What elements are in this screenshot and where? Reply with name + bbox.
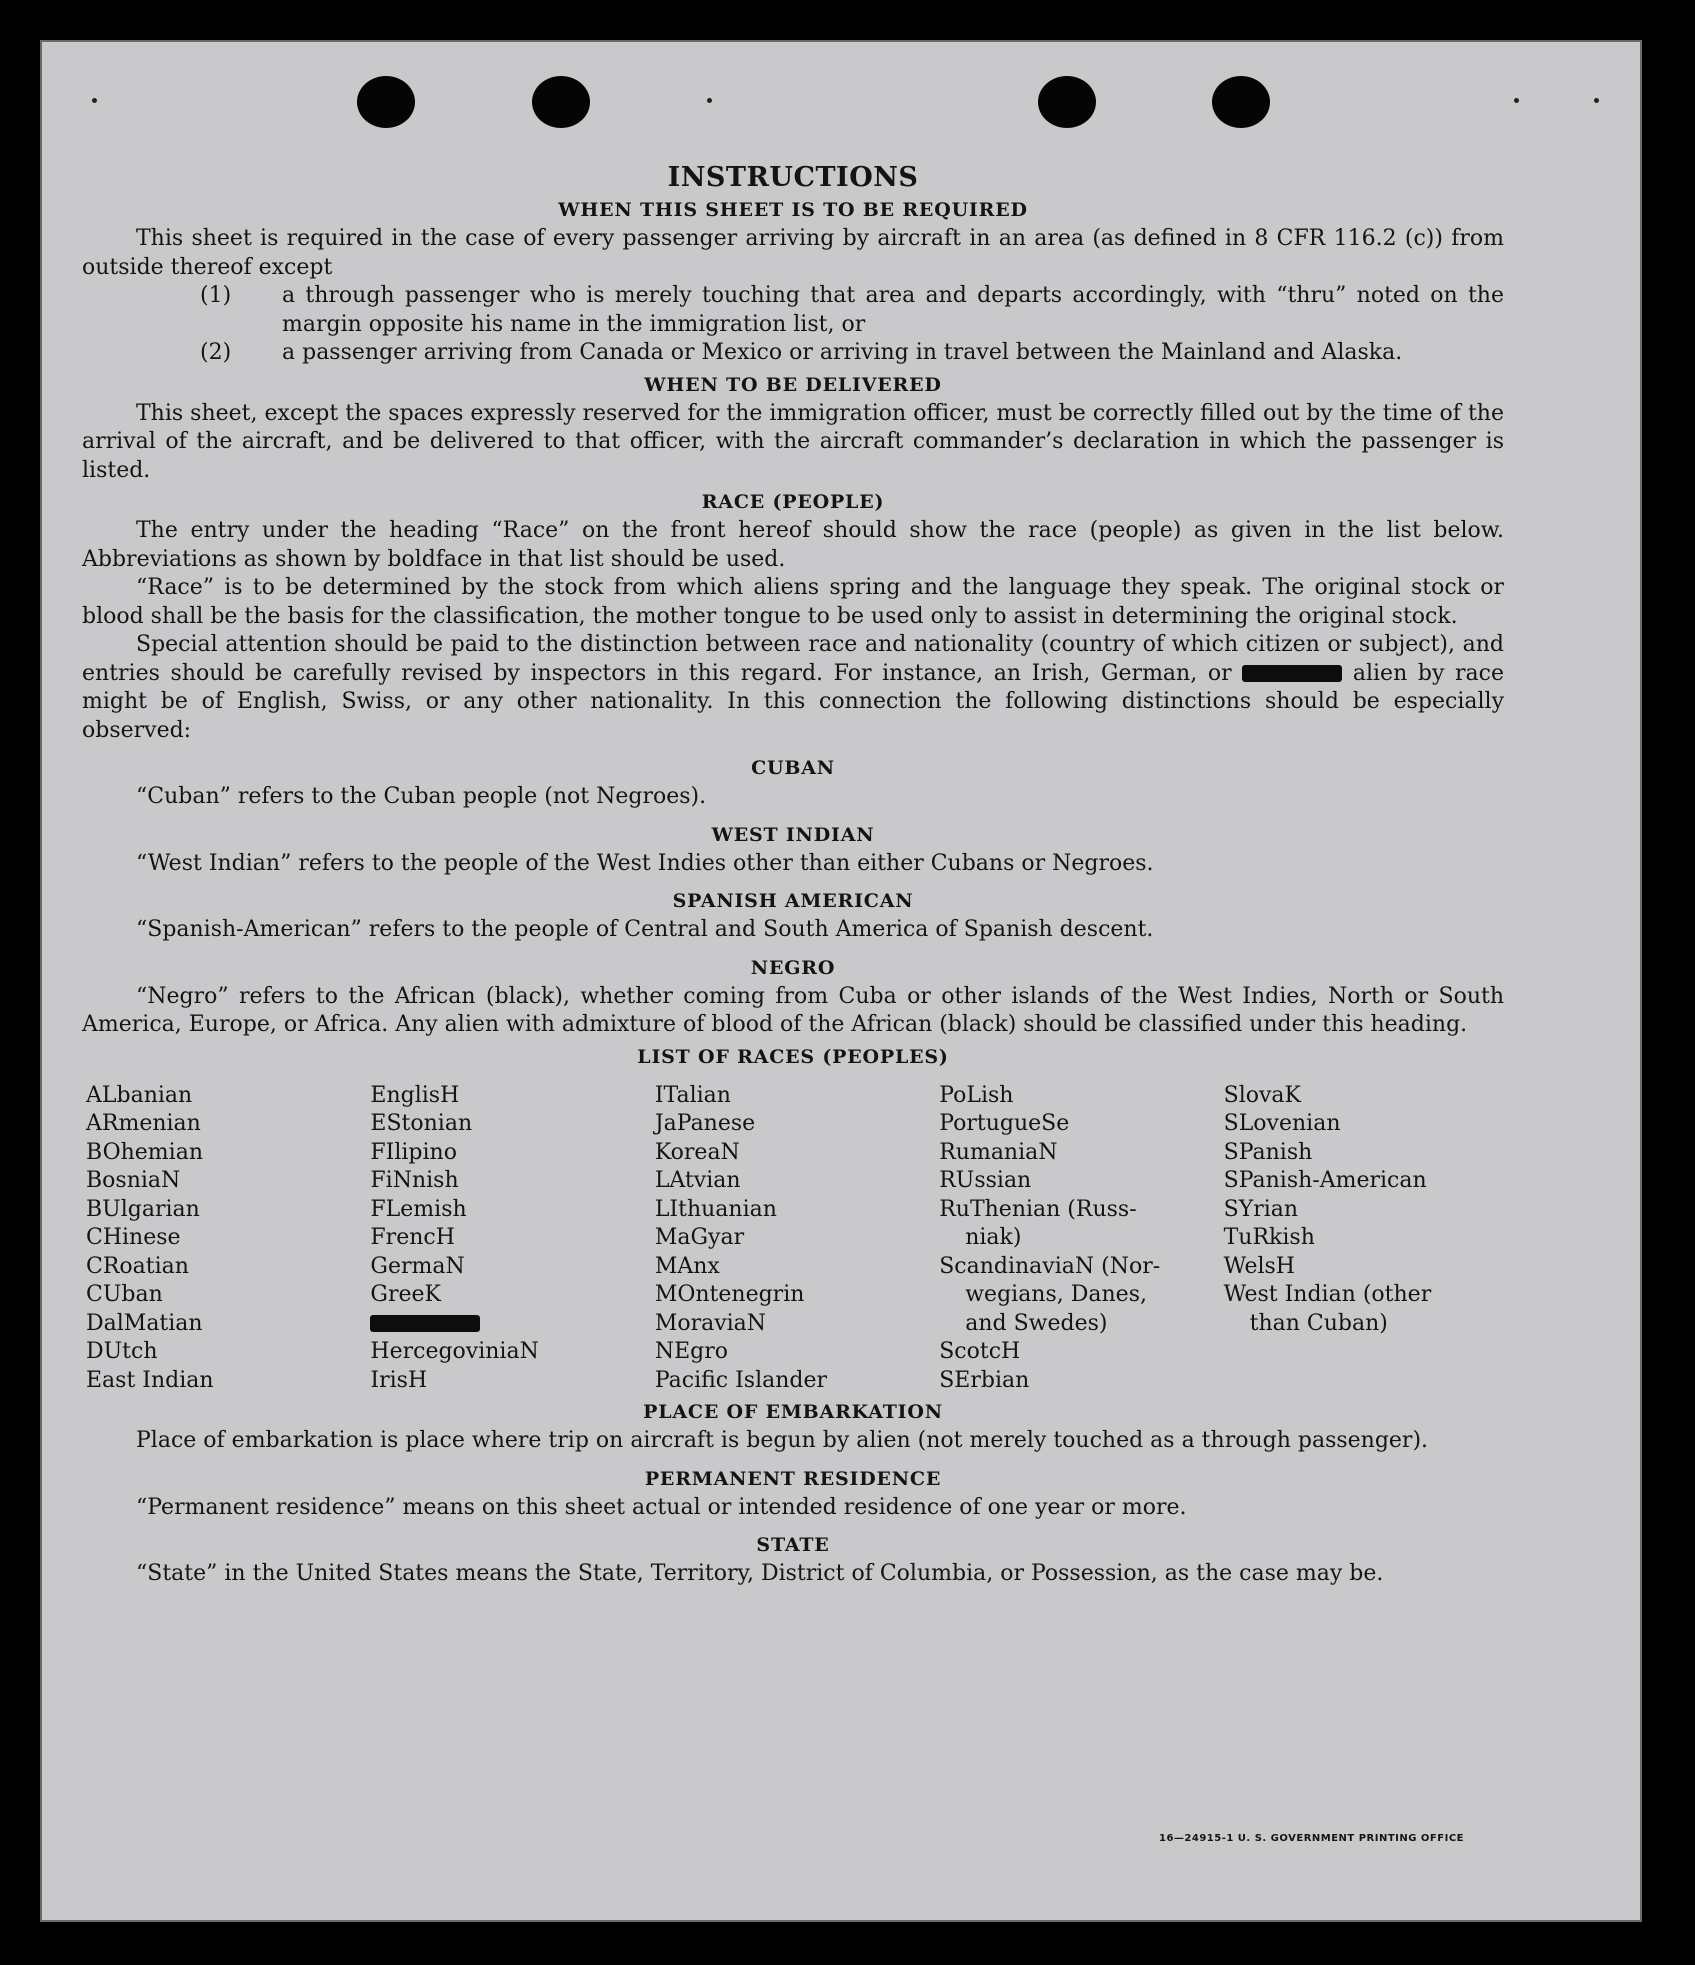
race-paragraph-3 bbox=[82, 631, 1504, 745]
paper-speck bbox=[707, 98, 712, 103]
race-entry: CHinese bbox=[86, 1225, 181, 1250]
when-required-intro: This sheet is required in the case of every passenger arriving by aircraft in an area (as defined in 8 CFR 116.2 (c)) from outside thereof except bbox=[82, 226, 1504, 280]
section-heading-state: STATE bbox=[756, 1534, 830, 1556]
race-p3-end: alien by race might be of English, Swiss, or any other nationality. In this connection the following distinctions should be especially observed: bbox=[82, 660, 1504, 743]
race-entry: SLovenian bbox=[1223, 1111, 1341, 1136]
state-text: “State” in the United States means the State, Territory, District of Columbia, or Possession, as the case may be. bbox=[136, 1561, 1384, 1586]
race-entry: FIlipino bbox=[370, 1139, 457, 1165]
permanent-residence-text: “Permanent residence” means on this sheet actual or intended residence of one year or more. bbox=[136, 1494, 1187, 1520]
race-entry: Pacific Islander bbox=[654, 1367, 828, 1393]
race-entry-redacted bbox=[370, 1310, 650, 1339]
exception-text: a passenger arriving from Canada or Mexico or arriving in travel between the Mainland and Alaska. bbox=[282, 340, 1403, 365]
race-entry: RumaniaN bbox=[939, 1139, 1058, 1165]
races-column-3 bbox=[651, 1082, 935, 1396]
races-column-2 bbox=[366, 1082, 650, 1396]
race-entry: RuThenian (Russ- bbox=[939, 1196, 1137, 1222]
embarkation-text: Place of embarkation is place where trip on aircraft is begun by alien (not merely touched as a through passenger). bbox=[136, 1428, 1429, 1453]
race-entry: West Indian (other bbox=[1223, 1282, 1432, 1307]
race-entry: MaGyar bbox=[654, 1225, 745, 1250]
punch-hole bbox=[357, 76, 415, 128]
section-heading-list-of-races: LIST OF RACES (PEOPLES) bbox=[637, 1045, 949, 1068]
race-entry: LIthuanian bbox=[654, 1196, 777, 1222]
exception-item bbox=[82, 339, 1504, 368]
races-column-4 bbox=[935, 1082, 1219, 1396]
punch-hole bbox=[1212, 76, 1270, 128]
race-entry: JaPanese bbox=[654, 1111, 756, 1136]
race-entry: ScotcH bbox=[939, 1339, 1021, 1364]
exception-text: a through passenger who is merely touching that area and departs accordingly, with “thru” noted on the margin opposite his name in the immigration list, or bbox=[282, 283, 1504, 337]
race-entry: FiNnish bbox=[370, 1168, 459, 1193]
race-entry: SPanish bbox=[1223, 1139, 1313, 1165]
race-paragraph-1: The entry under the heading “Race” on the front hereof should show the race (people) as given in the list below. Abbreviations as shown by boldface in that list should be used. bbox=[82, 518, 1504, 572]
race-entry: ARmenian bbox=[86, 1111, 201, 1136]
when-delivered-text: This sheet, except the spaces expressly reserved for the immigration officer, must be correctly filled out by the time of the arrival of the aircraft, and be delivered to that officer, with the aircraft commander’s declaration in which the passenger is listed. bbox=[82, 400, 1504, 483]
negro-text: “Negro” refers to the African (black), whether coming from Cuba or other islands of the West Indies, North or South America, Europe, or Africa. Any alien with admixture of blood of the African (black) should be classified under this heading. bbox=[82, 983, 1504, 1037]
race-entry: MOntenegrin bbox=[654, 1282, 805, 1307]
race-p3-start: Special attention should be paid to the distinction between race and nationality (country of which citizen or subject), and entries should be carefully revised by inspectors in this regard. For instance, an Irish, German, or bbox=[82, 632, 1504, 686]
race-entry-continued: wegians, Danes, bbox=[965, 1282, 1147, 1307]
section-heading-west-indian: WEST INDIAN bbox=[711, 823, 875, 846]
race-paragraph-2: “Race” is to be determined by the stock from which aliens spring and the language they speak. The original stock or blood shall be the basis for the classification, the mother tongue to be used only to assist in determining the original stock. bbox=[82, 575, 1504, 629]
spanish-american-text: “Spanish-American” refers to the people of Central and South America of Spanish descent. bbox=[136, 917, 1154, 942]
race-entry-continued: than Cuban) bbox=[1249, 1310, 1388, 1336]
race-entry: SlovaK bbox=[1223, 1082, 1301, 1108]
race-entry: SErbian bbox=[939, 1367, 1030, 1393]
races-column-1 bbox=[82, 1082, 366, 1396]
printing-office-code: 16—24915-1 U. S. GOVERNMENT PRINTING OFFICE bbox=[1159, 1833, 1464, 1844]
paper-speck bbox=[1514, 98, 1519, 103]
west-indian-text: “West Indian” refers to the people of the West Indies other than either Cubans or Negroes. bbox=[136, 850, 1154, 876]
race-entry: CUban bbox=[86, 1282, 163, 1307]
race-entry: LAtvian bbox=[654, 1168, 741, 1193]
race-entry: BUlgarian bbox=[86, 1196, 200, 1222]
section-heading-race: RACE (PEOPLE) bbox=[701, 491, 885, 513]
race-entry: BOhemian bbox=[86, 1139, 203, 1165]
exception-number: (1) bbox=[200, 283, 232, 308]
race-entry: BosniaN bbox=[86, 1168, 181, 1193]
race-entry: DalMatian bbox=[86, 1310, 203, 1336]
redaction-mark bbox=[370, 1315, 480, 1332]
race-entry-continued: and Swedes) bbox=[965, 1310, 1108, 1336]
race-entry-continued: niak) bbox=[965, 1225, 1022, 1250]
redaction-mark bbox=[1242, 665, 1342, 682]
section-heading-when-delivered: WHEN TO BE DELIVERED bbox=[644, 373, 942, 396]
race-entry: GermaN bbox=[370, 1253, 465, 1279]
race-entry: ScandinaviaN (Nor- bbox=[939, 1253, 1161, 1279]
exception-number: (2) bbox=[200, 340, 232, 365]
section-heading-spanish-american: SPANISH AMERICAN bbox=[672, 890, 914, 912]
section-heading-cuban: CUBAN bbox=[751, 757, 835, 779]
race-entry: MoraviaN bbox=[654, 1310, 767, 1336]
document-sheet bbox=[40, 40, 1642, 1922]
punch-hole bbox=[532, 76, 590, 128]
section-heading-negro: NEGRO bbox=[750, 956, 836, 979]
section-heading-when-required: WHEN THIS SHEET IS TO BE REQUIRED bbox=[558, 199, 1028, 221]
race-entry: NEgro bbox=[654, 1339, 728, 1364]
race-entry: SPanish-American bbox=[1223, 1168, 1427, 1193]
race-entry: EStonian bbox=[370, 1111, 473, 1136]
race-entry: East Indian bbox=[86, 1367, 214, 1393]
races-column-5 bbox=[1220, 1082, 1504, 1396]
race-entry: KoreaN bbox=[654, 1139, 740, 1165]
punch-hole bbox=[1038, 76, 1096, 128]
race-entry: RUssian bbox=[939, 1168, 1032, 1193]
race-entry: EnglisH bbox=[370, 1082, 460, 1108]
race-entry: PortugueSe bbox=[939, 1111, 1070, 1136]
race-entry: MAnx bbox=[654, 1253, 720, 1279]
race-entry: CRoatian bbox=[86, 1253, 189, 1279]
race-entry: WelsH bbox=[1223, 1253, 1295, 1279]
race-entry: ALbanian bbox=[86, 1082, 193, 1108]
races-list bbox=[82, 1082, 1504, 1396]
cuban-text: “Cuban” refers to the Cuban people (not Negroes). bbox=[136, 784, 707, 809]
race-entry: GreeK bbox=[370, 1282, 441, 1307]
page-title: INSTRUCTIONS bbox=[667, 162, 919, 193]
race-entry: FrencH bbox=[370, 1225, 455, 1250]
race-entry: TuRkish bbox=[1223, 1225, 1315, 1250]
exception-item bbox=[82, 282, 1504, 339]
race-entry: IrisH bbox=[370, 1367, 428, 1393]
race-entry: HercegoviniaN bbox=[370, 1339, 539, 1364]
race-entry: ITalian bbox=[654, 1082, 731, 1108]
paper-speck bbox=[1594, 98, 1599, 103]
race-entry: PoLish bbox=[939, 1082, 1014, 1108]
section-heading-permanent-residence: PERMANENT RESIDENCE bbox=[644, 1467, 942, 1490]
section-heading-embarkation: PLACE OF EMBARKATION bbox=[643, 1401, 943, 1423]
race-entry: DUtch bbox=[86, 1339, 158, 1364]
instructions-content bbox=[82, 162, 1504, 1589]
race-entry: FLemish bbox=[370, 1196, 467, 1222]
paper-speck bbox=[92, 98, 97, 103]
race-entry: SYrian bbox=[1223, 1196, 1299, 1222]
